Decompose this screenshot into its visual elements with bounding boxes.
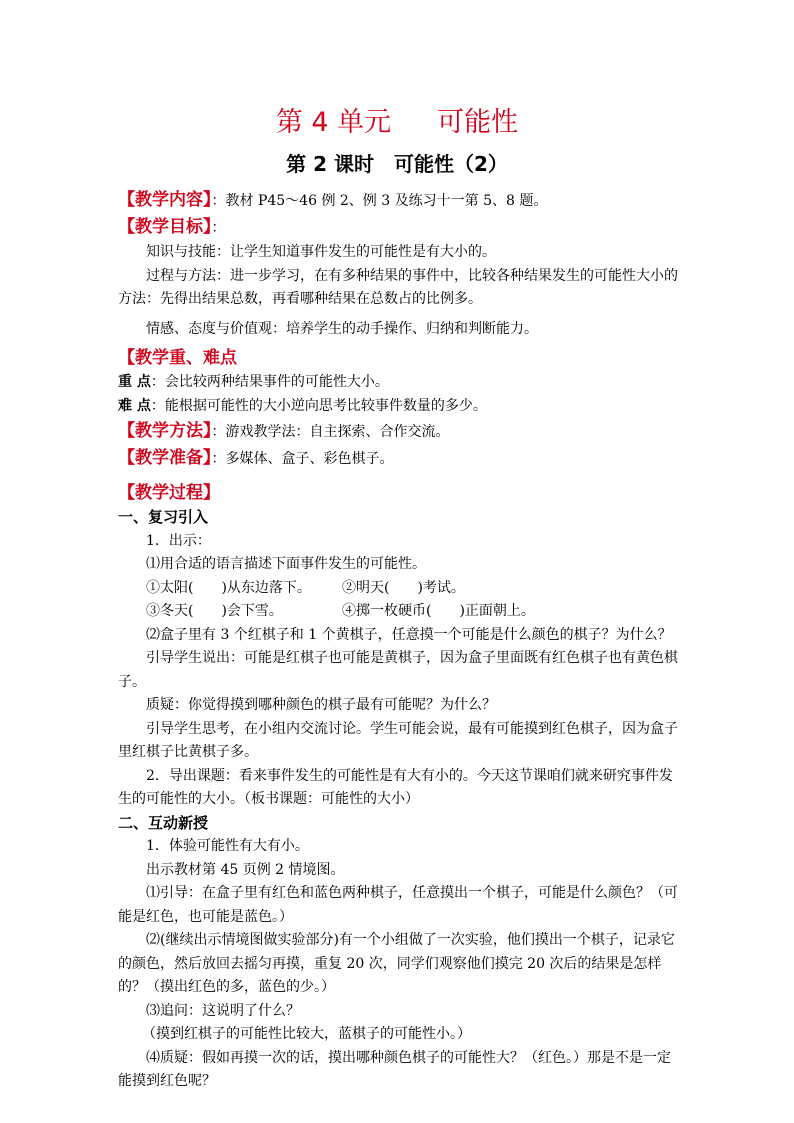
option-4: ④掷一枚硬币( )正面朝上。 — [342, 603, 535, 619]
teaching-prep-row: 【教学准备】：多媒体、盒子、彩色棋子。 — [118, 448, 394, 468]
goal-process: 过程与方法：进一步学习，在有多种结果的事件中，比较各种结果发生的可能性大小的方法：先得出结果总数，再看哪种结果在总数占的比例多。 — [118, 267, 678, 307]
teaching-method-text: 游戏教学法：自主探索、合作交流。 — [225, 424, 450, 440]
key-points-heading: 【教学重、难点 — [118, 348, 237, 368]
options-row-2 — [118, 600, 678, 624]
teaching-content-label: 【教学内容】 — [118, 190, 212, 210]
teaching-process-heading: 【教学过程】 — [118, 483, 220, 503]
new-show-figure: 出示教材第 45 页例 2 情境图。 — [146, 861, 345, 878]
lesson-subtitle: 第 2 课时 可能性（2） — [286, 152, 508, 176]
new-experiment: ⑵(继续出示情境图做实验部分)有一个小组做了一次实验，他们摸出一个棋子，记录它的颜色，然后放回去摇匀再摸，重复 20 次，同学们观察他们摸完 20 次后的结果是怎样的？（摸出红色的多，蓝色的少。） — [118, 932, 675, 995]
review-question-2: ⑵盒子里有 3 个红棋子和 1 个黄棋子，任意摸一个可能是什么颜色的棋子？为什么？ — [146, 626, 672, 643]
teaching-goals-heading: 【教学目标】： — [118, 217, 226, 237]
review-step-1: 1．出示： — [146, 532, 211, 549]
option-1: ①太阳( )从东边落下。 — [146, 579, 311, 596]
option-3: ③冬天( )会下雪。 — [146, 603, 283, 619]
review-discussion: 引导学生思考，在小组内交流讨论。学生可能会说，最有可能摸到红色棋子，因为盒子里红棋子比黄棋子多。 — [118, 720, 678, 760]
section-new-title: 二、互动新授 — [118, 813, 209, 832]
review-topic-intro: 2．导出课题：看来事件发生的可能性是有大有小的。今天这节课咱们就来研究事件发生的可能性的大小。（板书课题：可能性的大小） — [118, 767, 673, 807]
key-focus: 重 点：会比较两种结果事件的可能性大小。 — [118, 374, 389, 390]
review-query: 质疑：你觉得摸到哪种颜色的棋子最有可能呢？为什么？ — [146, 697, 496, 713]
goal-emotion: 情感、态度与价值观：培养学生的动手操作、归纳和判断能力。 — [146, 320, 538, 337]
options-row-1 — [118, 577, 678, 601]
new-step-1: 1．体验可能性有大有小。 — [146, 838, 309, 854]
unit-title: 第 4 单元 — [275, 107, 392, 138]
page-title — [0, 100, 794, 139]
teaching-prep-text: 多媒体、盒子、彩色棋子。 — [225, 451, 394, 467]
teaching-content-row: 【教学内容】：教材 P45～46 例 2、例 3 及练习十一第 5、8 题。 — [118, 190, 548, 210]
key-difficulty: 难 点：能根据可能性的大小逆向思考比较事件数量的多少。 — [118, 397, 487, 414]
option-2: ②明天( )考试。 — [342, 579, 465, 596]
new-guide: ⑴引导：在盒子里有红色和蓝色两种棋子，任意摸出一个棋子，可能是什么颜色？（可能是红色，也可能是蓝色。） — [118, 885, 678, 925]
new-conclusion: （摸到红棋子的可能性比较大，蓝棋子的可能性小。） — [142, 1026, 471, 1042]
teaching-content-text: 教材 P45～46 例 2、例 3 及练习十一第 5、8 题。 — [225, 193, 548, 209]
teaching-method-row: 【教学方法】：游戏教学法：自主探索、合作交流。 — [118, 421, 450, 441]
lesson-body — [118, 187, 678, 1094]
section-review-title: 一、复习引入 — [118, 508, 209, 526]
topic-title: 可能性 — [437, 107, 519, 138]
goal-knowledge: 知识与技能：让学生知道事件发生的可能性是有大小的。 — [146, 244, 496, 260]
new-followup: ⑶追问：这说明了什么？ — [146, 1002, 300, 1019]
review-question-1: ⑴用合适的语言描述下面事件发生的可能性。 — [146, 556, 426, 572]
new-question: ⑷质疑：假如再摸一次的话，摸出哪种颜色棋子的可能性大？（红色。）那是不是一定能摸到红色呢？ — [118, 1049, 671, 1089]
review-guide: 引导学生说出：可能是红棋子也可能是黄棋子，因为盒子里面既有红色棋子也有黄色棋子。 — [118, 650, 678, 690]
